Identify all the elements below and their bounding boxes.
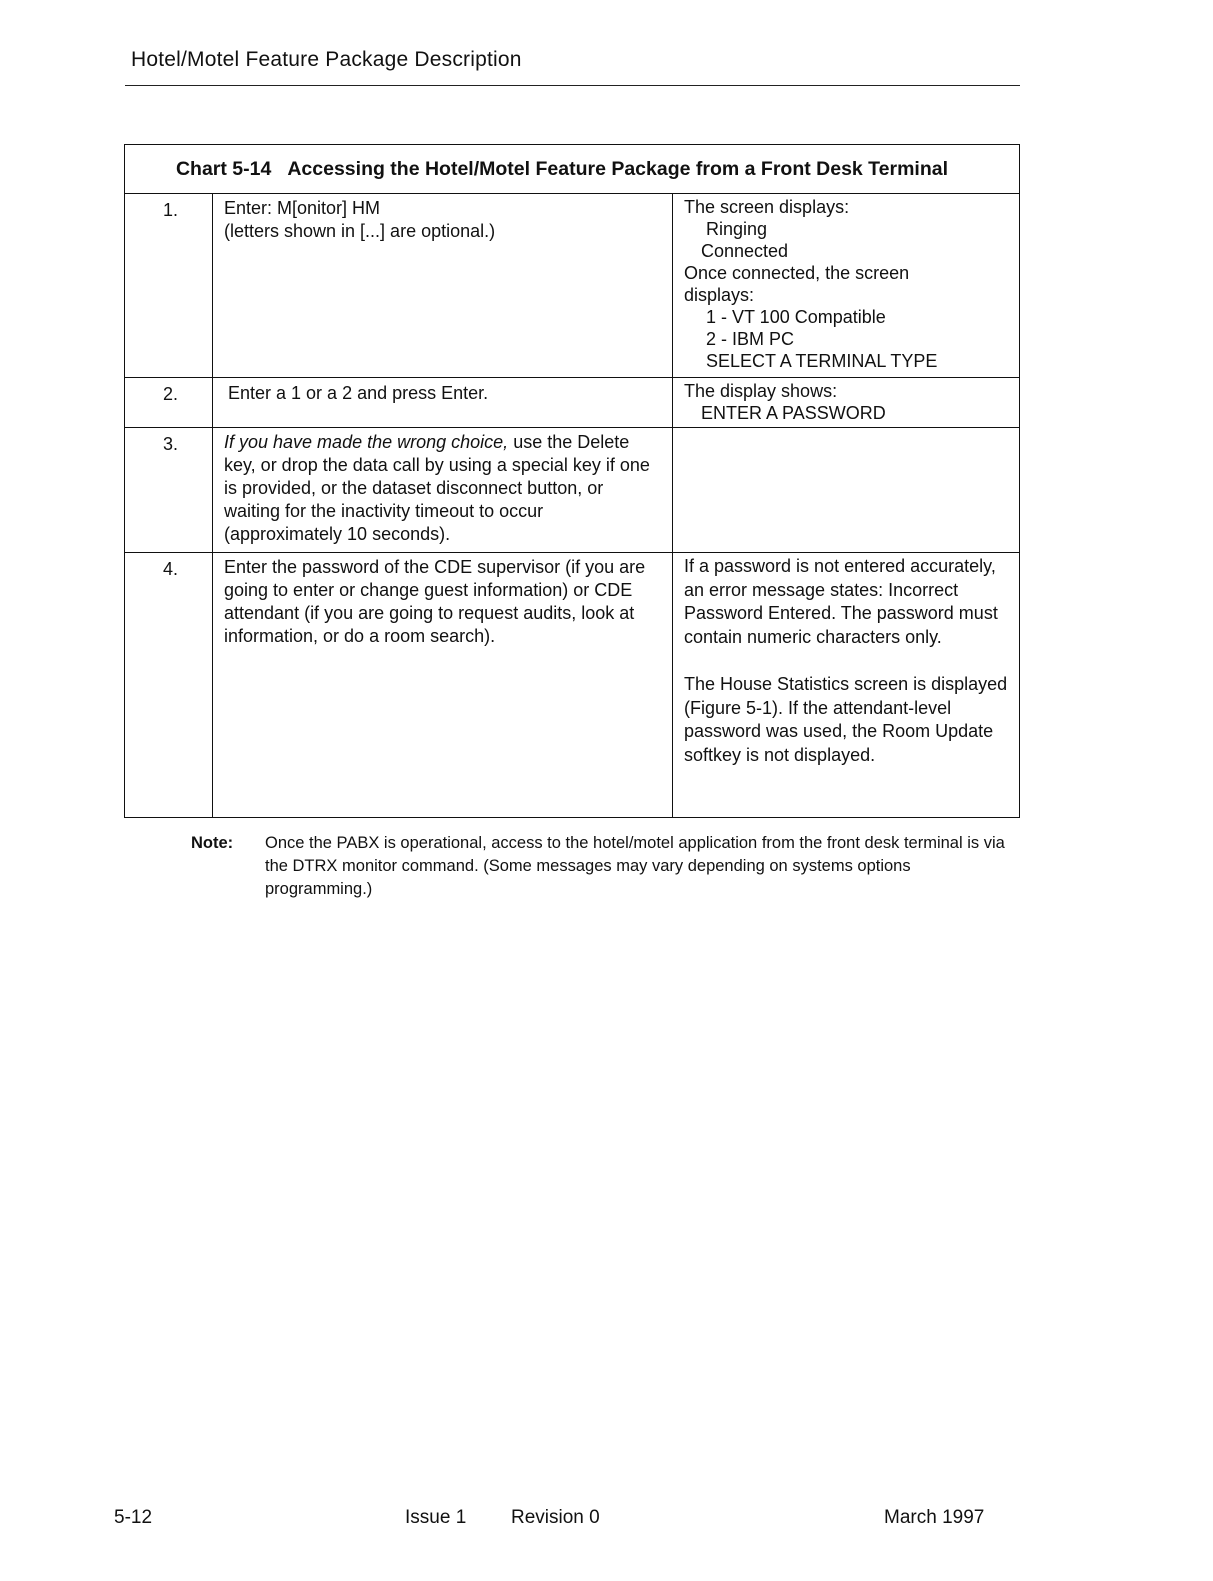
step-result — [673, 428, 1019, 552]
footer-revision: Revision 0 — [511, 1507, 600, 1528]
table-row — [125, 553, 1019, 817]
step-action — [213, 378, 673, 427]
chart-number: Chart 5-14 — [175, 157, 272, 180]
step-result — [673, 194, 1019, 377]
chart-title — [125, 145, 1019, 194]
footer-date: March 1997 — [884, 1507, 985, 1528]
result-line: Connected — [701, 241, 789, 261]
result-line: Once connected, the screen displays: — [684, 263, 910, 305]
note-text: Once the PABX is operational, access to the hotel/motel application from the front desk terminal is via the DTRX monitor command. (Some messages may vary depending on systems options programming.) — [265, 834, 1005, 898]
note — [191, 832, 1021, 901]
result-line: Ringing — [706, 219, 768, 239]
header-divider — [125, 85, 1020, 86]
step-action — [213, 553, 673, 817]
result-paragraph: The House Statistics screen is displayed (Figure 5-1). If the attendant-level password was used, the Room Update softkey is not displayed. — [684, 674, 1008, 765]
result-line: ENTER A PASSWORD — [701, 403, 886, 423]
action-line: (letters shown in [...] are optional.) — [224, 221, 496, 241]
step-number: 4. — [125, 553, 213, 817]
chart-title-text: Accessing the Hotel/Motel Feature Package from a Front Desk Terminal — [287, 157, 949, 180]
step-action — [213, 194, 673, 377]
result-line: The display shows: — [684, 381, 838, 401]
table-row — [125, 378, 1019, 428]
footer-issue: Issue 1 — [405, 1507, 467, 1528]
table-row — [125, 428, 1019, 553]
action-line: Enter a 1 or a 2 and press Enter. — [228, 383, 489, 403]
action-text: use the Delete key, or drop the data call by using a special key if one is provided, or the dataset disconnect button, or waiting for the inactivity timeout to occur (approximately 10 seconds). — [224, 432, 650, 544]
result-line: 2 - IBM PC — [706, 329, 795, 349]
page-header-title: Hotel/Motel Feature Package Description — [131, 48, 522, 71]
chart-table — [124, 144, 1020, 818]
step-number: 2. — [125, 378, 213, 427]
footer-page-number: 5-12 — [114, 1507, 153, 1528]
step-result — [673, 378, 1019, 427]
step-number: 1. — [125, 194, 213, 377]
step-number: 3. — [125, 428, 213, 552]
result-line: SELECT A TERMINAL TYPE — [706, 351, 938, 371]
action-text: Enter the password of the CDE supervisor (if you are going to enter or change guest information) or CDE attendant (if you are going to request audits, look at information, or do a room search). — [224, 557, 646, 646]
result-paragraph: If a password is not entered accurately, an error message states: Incorrect Password Entered. The password must contain numeric characters only. — [684, 556, 998, 647]
result-line: 1 - VT 100 Compatible — [706, 307, 886, 327]
action-italic-text: If you have made the wrong choice, — [224, 432, 509, 452]
step-result — [673, 553, 1019, 817]
step-action — [213, 428, 673, 552]
action-line: Enter: M[onitor] HM — [224, 198, 381, 218]
result-line: The screen displays: — [684, 197, 850, 217]
note-label: Note: — [191, 834, 234, 852]
table-row — [125, 194, 1019, 378]
